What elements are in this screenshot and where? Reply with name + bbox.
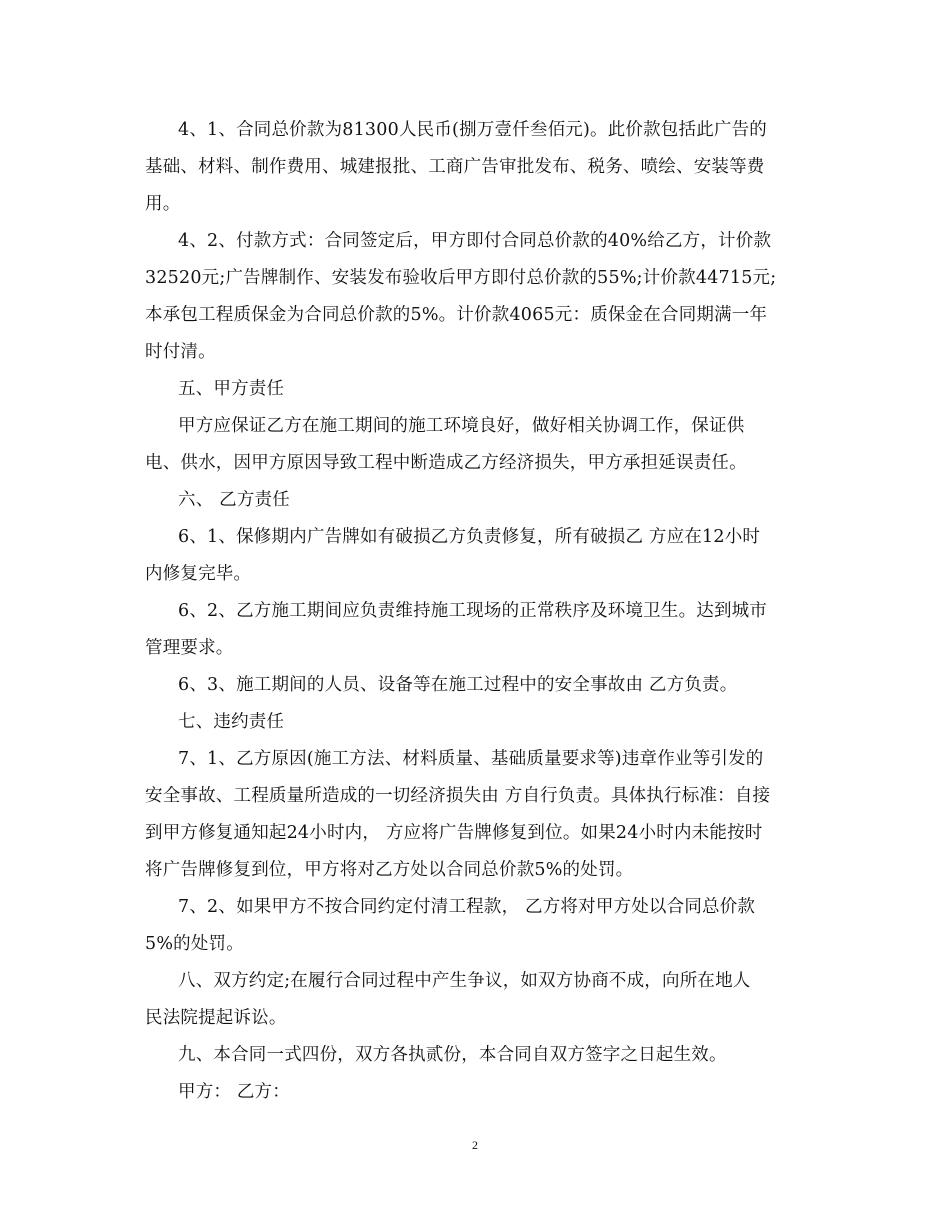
text-line: 电、供水，因甲方原因导致工程中断造成乙方经济损失，甲方承担延误责任。 bbox=[145, 453, 747, 473]
text-line: 基础、材料、制作费用、城建报批、工商广告审批发布、税务、喷绘、安装等费 bbox=[145, 157, 765, 177]
text-line: 管理要求。 bbox=[145, 638, 234, 658]
text-line: 九、本合同一式四份，双方各执贰份，本合同自双方签字之日起生效。 bbox=[178, 1045, 727, 1065]
text-line: 6、1、保修期内广告牌如有破损乙方负责修复，所有破损乙 方应在12小时 bbox=[178, 527, 761, 547]
text-line: 用。 bbox=[145, 194, 181, 214]
section-heading: 五、甲方责任 bbox=[178, 379, 285, 399]
text-line: 甲方应保证乙方在施工期间的施工环境良好，做好相关协调工作，保证供 bbox=[178, 416, 745, 436]
text-line: 6、3、施工期间的人员、设备等在施工过程中的安全事故由 乙方负责。 bbox=[178, 675, 738, 695]
text-line: 安全事故、工程质量所造成的一切经济损失由 方自行负责。具体执行标准：自接 bbox=[145, 786, 771, 806]
text-line: 将广告牌修复到位，甲方将对乙方处以合同总价款5%的处罚。 bbox=[145, 860, 634, 880]
text-line: 八、双方约定;在履行合同过程中产生争议，如双方协商不成，向所在地人 bbox=[178, 971, 751, 991]
text-line: 4、1、合同总价款为81300人民币(捌万壹仟叁佰元)。此价款包括此广告的 bbox=[178, 120, 767, 140]
section-heading: 七、违约责任 bbox=[178, 712, 285, 732]
text-line: 7、1、乙方原因(施工方法、材料质量、基础质量要求等)违章作业等引发的 bbox=[178, 749, 764, 769]
signature-line: 甲方： 乙方： bbox=[178, 1082, 290, 1102]
text-line: 民法院提起诉讼。 bbox=[145, 1008, 287, 1028]
page-number: 2 bbox=[472, 1138, 478, 1152]
text-line: 6、2、乙方施工期间应负责维持施工现场的正常秩序及环境卫生。达到城市 bbox=[178, 601, 768, 621]
section-heading: 六、 乙方责任 bbox=[178, 490, 290, 510]
text-line: 本承包工程质保金为合同总价款的5%。计价款4065元：质保金在合同期满一年 bbox=[145, 305, 768, 325]
text-line: 到甲方修复通知起24小时内， 方应将广告牌修复到位。如果24小时内未能按时 bbox=[145, 823, 763, 843]
text-line: 5%的处罚。 bbox=[145, 934, 244, 954]
text-line: 32520元;广告牌制作、安装发布验收后甲方即付总价款的55%;计价款44715元; bbox=[145, 268, 777, 288]
text-line: 时付清。 bbox=[145, 342, 216, 362]
text-line: 内修复完毕。 bbox=[145, 564, 252, 584]
text-line: 7、2、如果甲方不按合同约定付清工程款， 乙方将对甲方处以合同总价款 bbox=[178, 897, 756, 917]
text-line: 4、2、付款方式：合同签定后，甲方即付合同总价款的40%给乙方，计价款 bbox=[178, 231, 772, 251]
